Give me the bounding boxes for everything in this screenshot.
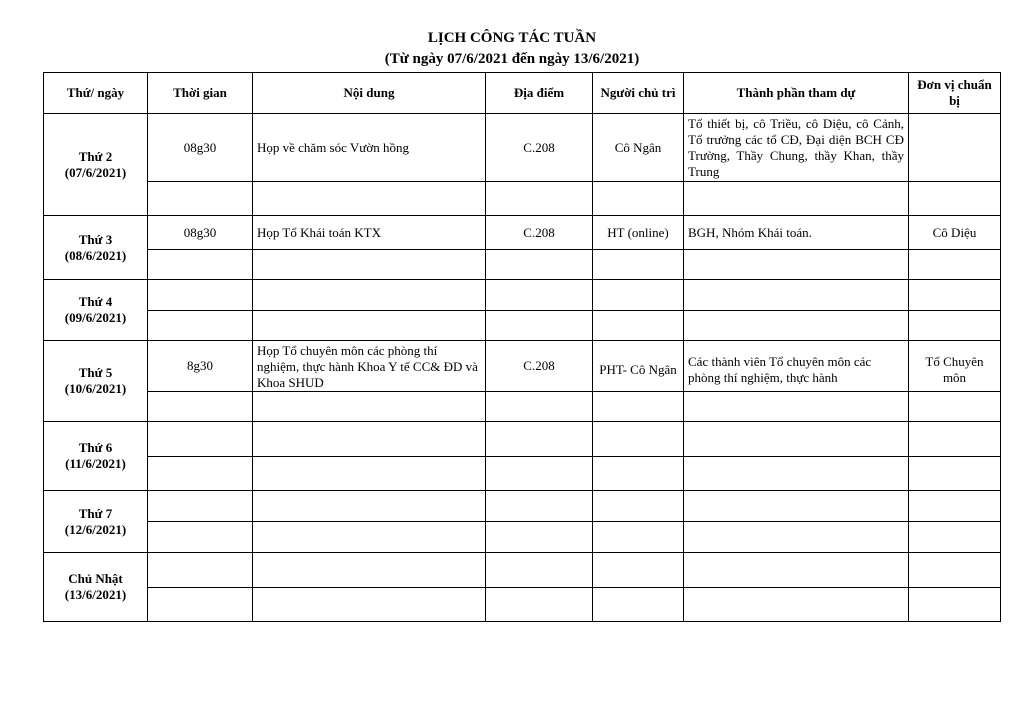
table-row: [44, 422, 1001, 457]
day-cell: [44, 491, 148, 553]
attendees-cell: BGH, Nhóm Khái toán.: [684, 216, 909, 250]
table-row: [44, 311, 1001, 341]
prep-cell: Cô Diệu: [909, 216, 1001, 250]
header-day: Thứ/ ngày: [44, 73, 148, 114]
prep-cell: Tổ Chuyên môn: [909, 341, 1001, 392]
day-cell: [44, 341, 148, 422]
day-name: Thứ 2: [78, 148, 113, 164]
day-name: Thứ 3: [78, 231, 113, 247]
header-content: Nội dung: [253, 73, 486, 114]
day-name: Thứ 7: [78, 505, 113, 521]
table-row: [44, 216, 1001, 250]
table-row: [44, 522, 1001, 553]
day-cell: [44, 216, 148, 280]
header-time: Thời gian: [148, 73, 253, 114]
place-cell: C.208: [486, 216, 593, 250]
content-cell: Họp về chăm sóc Vườn hồng: [253, 114, 486, 182]
day-name: Thứ 5: [78, 365, 113, 380]
day-name: Chủ Nhật: [68, 571, 123, 586]
day-date: (11/6/2021): [65, 456, 126, 471]
host-cell: HT (online): [593, 216, 684, 250]
header-row: [44, 73, 1001, 114]
table-row: [44, 341, 1001, 392]
table-row: [44, 182, 1001, 216]
header-attendees: Thành phần tham dự: [684, 73, 909, 114]
table-row: [44, 457, 1001, 491]
day-cell: [44, 422, 148, 491]
attendees-cell: Các thành viên Tổ chuyên môn các phòng thí nghiệm, thực hành: [684, 341, 909, 392]
attendees-cell: Tổ thiết bị, cô Triều, cô Diệu, cô Cảnh, Tổ trưởng các tổ CĐ, Đại diện BCH CĐ Trường, Thầy Chung, thầy Khan, thầy Trung: [684, 114, 909, 182]
table-row: [44, 491, 1001, 522]
header-place: Địa điểm: [486, 73, 593, 114]
place-cell: C.208: [486, 114, 593, 182]
table-row: [44, 250, 1001, 280]
prep-cell: [909, 114, 1001, 182]
header-host: Người chủ trì: [593, 73, 684, 114]
day-cell: [44, 280, 148, 341]
day-date: (10/6/2021): [64, 381, 127, 396]
host-cell: Cô Ngân: [593, 114, 684, 182]
day-date: (08/6/2021): [64, 247, 127, 263]
table-row: [44, 114, 1001, 182]
place-cell: C.208: [486, 341, 593, 392]
header-prep: Đơn vị chuẩn bị: [909, 73, 1001, 114]
day-name: Thứ 4: [78, 294, 113, 309]
page-subtitle: (Từ ngày 07/6/2021 đến ngày 13/6/2021): [384, 51, 640, 67]
time-cell: 8g30: [148, 341, 253, 392]
day-date: (07/6/2021): [64, 164, 127, 180]
table-row: [44, 280, 1001, 311]
day-date: (12/6/2021): [64, 521, 127, 537]
day-cell: [44, 553, 148, 622]
time-cell: 08g30: [148, 114, 253, 182]
schedule-table: [43, 72, 1001, 622]
day-date: (09/6/2021): [64, 310, 127, 325]
table-row: [44, 588, 1001, 622]
table-row: [44, 392, 1001, 422]
time-cell: 08g30: [148, 216, 253, 250]
page-title: LỊCH CÔNG TÁC TUẦN: [427, 30, 597, 46]
content-cell: Họp Tổ Khái toán KTX: [253, 216, 486, 250]
host-cell: PHT- Cô Ngân: [593, 341, 684, 392]
table-row: [44, 553, 1001, 588]
day-name: Thứ 6: [78, 440, 113, 455]
day-cell: [44, 114, 148, 216]
content-cell: Họp Tổ chuyên môn các phòng thí nghiệm, thực hành Khoa Y tế CC& ĐD và Khoa SHUD: [253, 341, 486, 392]
day-date: (13/6/2021): [64, 587, 127, 602]
